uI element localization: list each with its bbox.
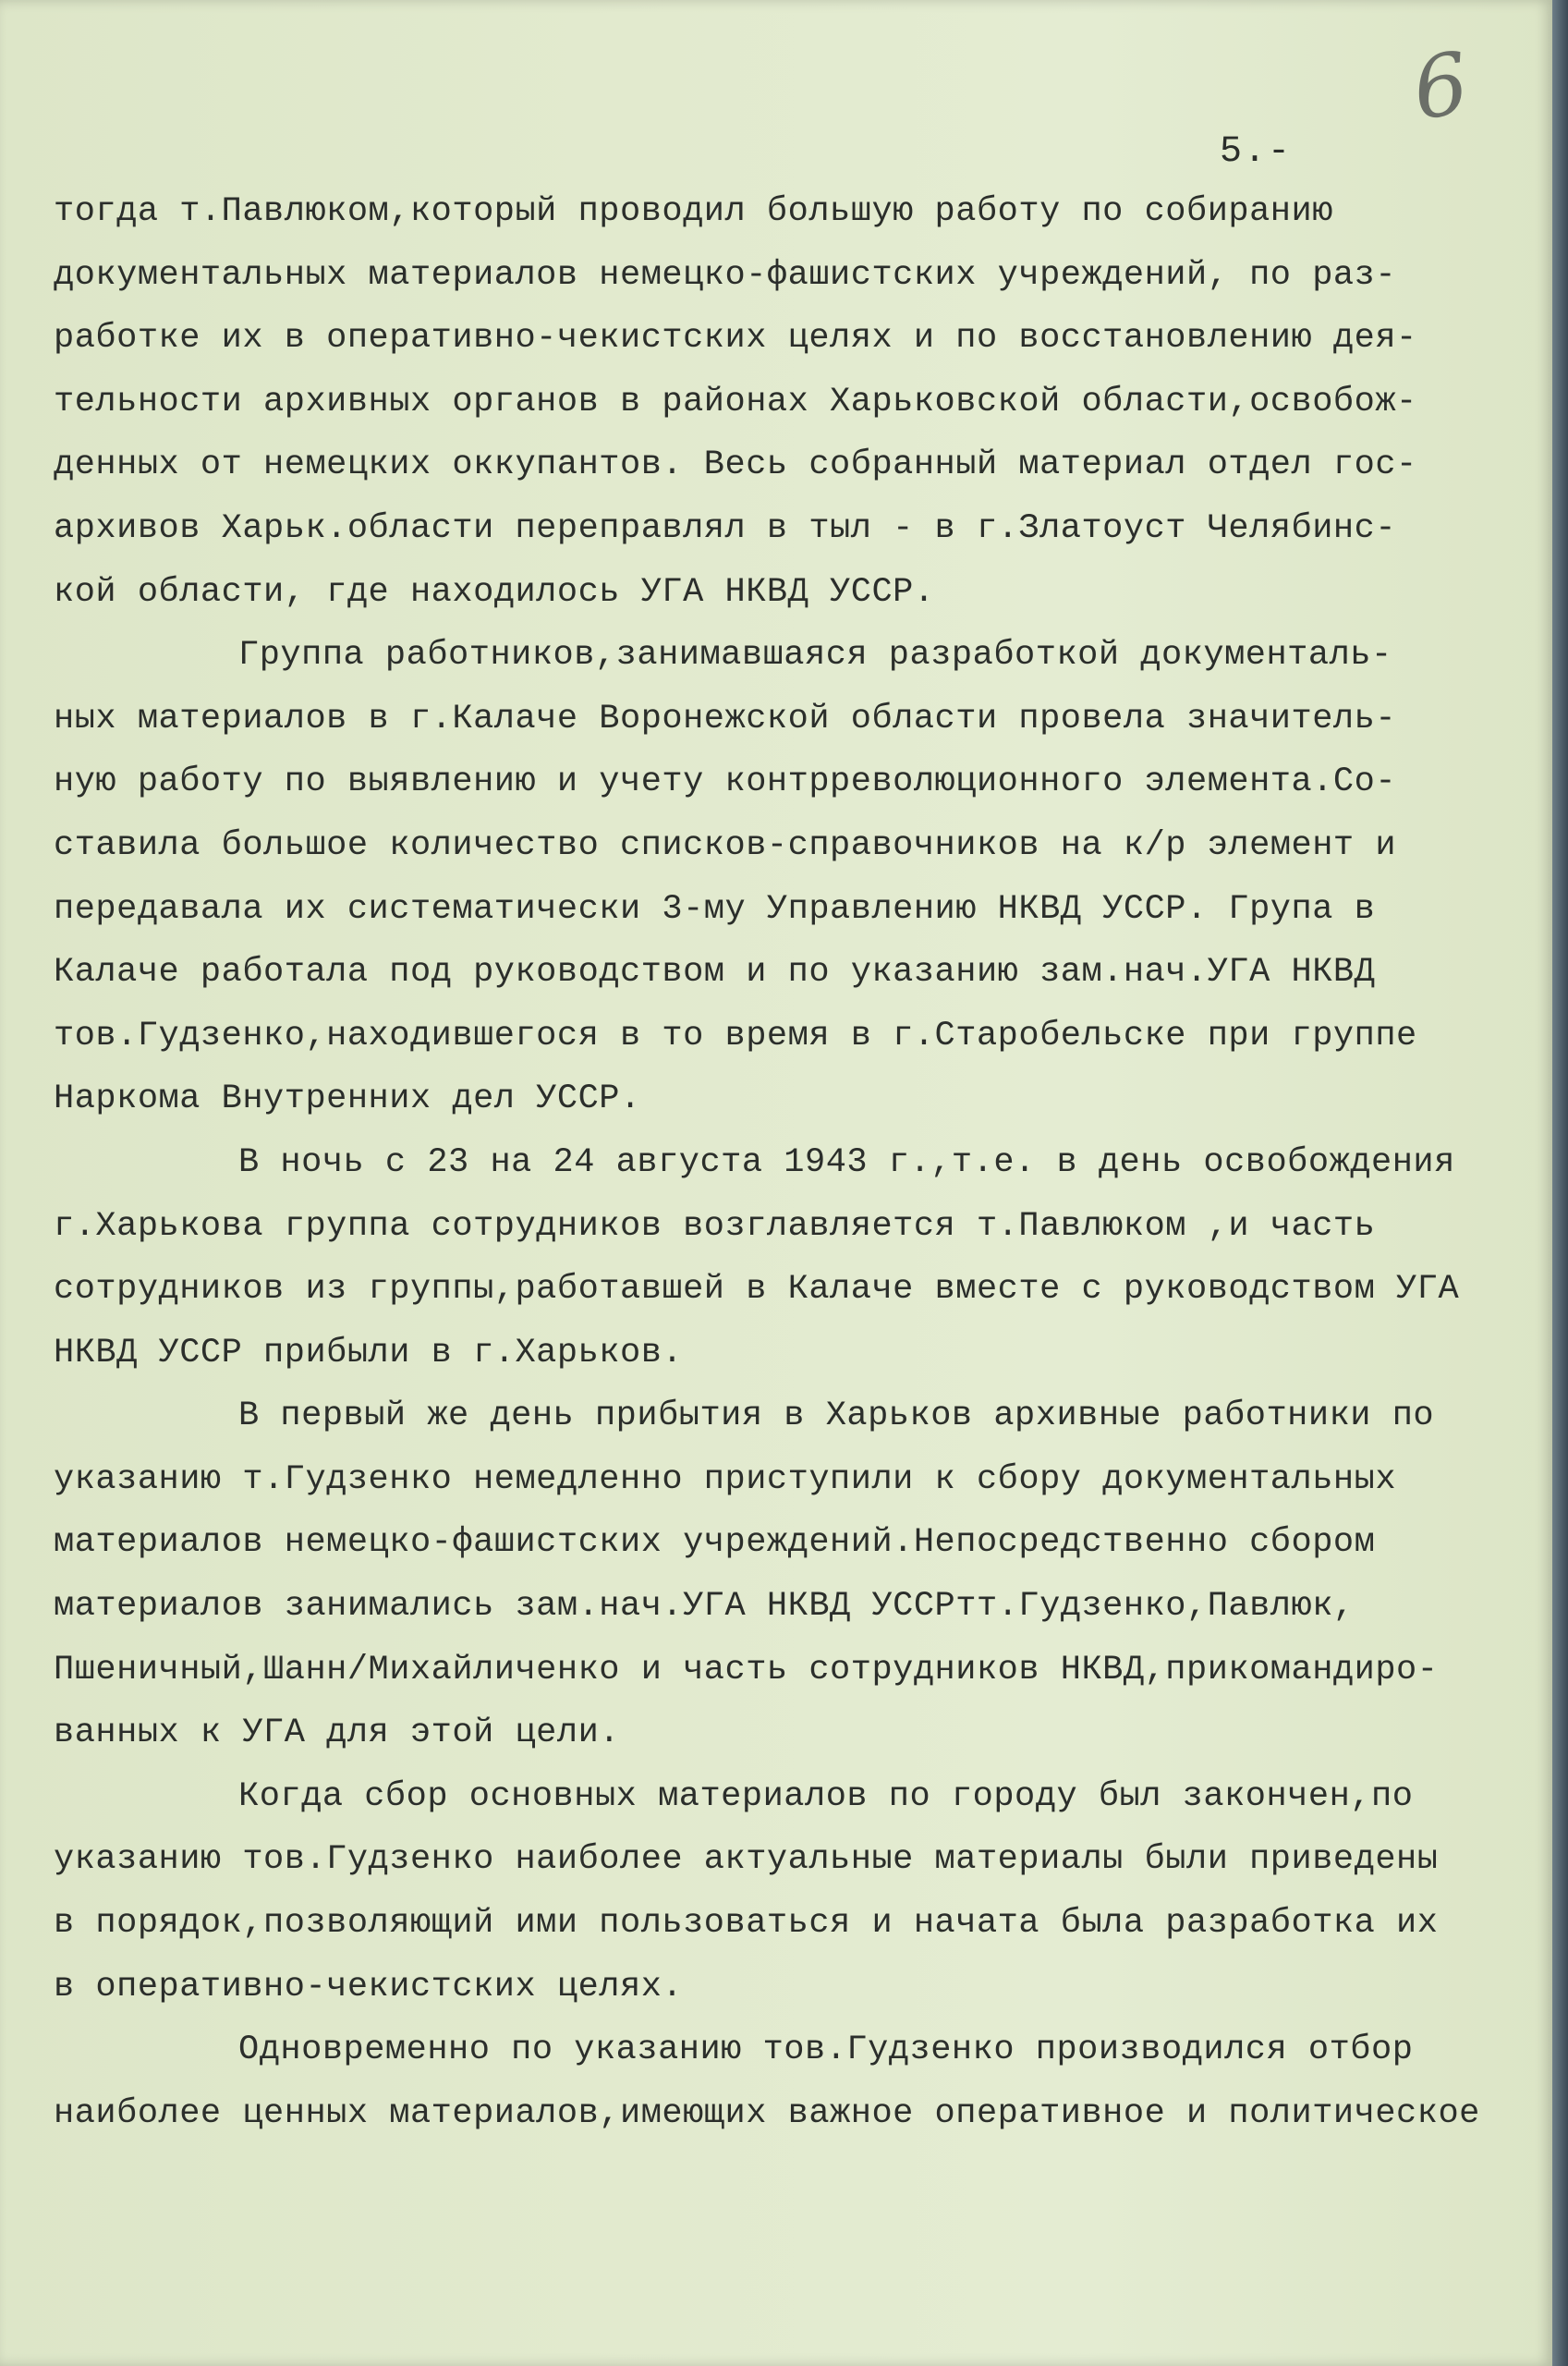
text-line: в оперативно-чекистских целях. — [54, 1967, 684, 2006]
text-line: указанию т.Гудзенко немедленно приступили к сбору документальных — [54, 1459, 1397, 1499]
text-line: материалов занимались зам.нач.УГА НКВД УССРтт.Гудзенко,Павлюк, — [54, 1587, 1355, 1627]
text-line: Наркома Внутренних дел УССР. — [54, 1079, 641, 1119]
page-edge-background — [1552, 0, 1568, 2366]
text-line: В ночь с 23 на 24 августа 1943 г.,т.е. в день освобождения — [238, 1142, 1455, 1182]
text-line: документальных материалов немецко-фашистских учреждений, по раз- — [54, 255, 1397, 295]
text-line: ванных к УГА для этой цели. — [54, 1714, 620, 1753]
text-line: ставила большое количество списков-справочников на к/р элемент и — [54, 825, 1397, 865]
text-line: Одновременно по указанию тов.Гудзенко производился отбор — [238, 2031, 1414, 2070]
text-line: В первый же день прибытия в Харьков архивные работники по — [238, 1396, 1435, 1436]
page-number: 5.- — [1220, 131, 1293, 173]
text-line: тов.Гудзенко,находившегося в то время в г.Старобельске при группе — [54, 1016, 1417, 1055]
text-line: кой области, где находилось УГА НКВД УССР. — [54, 572, 935, 612]
text-line: в порядок,позволяющий ими пользоваться и начата была разработка их — [54, 1904, 1439, 1944]
text-line: тельности архивных органов в районах Харьковской области,освобож- — [54, 382, 1417, 421]
text-line: сотрудников из группы,работавшей в Калаче вместе с руководством УГА — [54, 1270, 1460, 1310]
text-line: ных материалов в г.Калаче Воронежской области провела значитель- — [54, 699, 1397, 738]
text-line: Пшеничный,Шанн/Михайличенко и часть сотрудников НКВД,прикомандиро- — [54, 1650, 1439, 1689]
text-line: г.Харькова группа сотрудников возглавляется т.Павлюком ,и часть — [54, 1206, 1376, 1246]
text-line: архивов Харьк.области переправлял в тыл - в г.Златоуст Челябинс- — [54, 508, 1397, 548]
text-line: тогда т.Павлюком,который проводил большую работу по собиранию — [54, 192, 1333, 231]
text-line: Группа работников,занимавшаяся разработкой документаль- — [238, 636, 1392, 676]
text-line: Когда сбор основных материалов по городу был закончен,по — [238, 1776, 1414, 1816]
text-line: Калаче работала под руководством и по указанию зам.нач.УГА НКВД — [54, 953, 1376, 993]
text-line: материалов немецко-фашистских учреждений.Непосредственно сбором — [54, 1523, 1376, 1563]
text-line: денных от немецких оккупантов. Весь собранный материал отдел гос- — [54, 445, 1417, 485]
text-line: указанию тов.Гудзенко наиболее актуальные материалы были приведены — [54, 1840, 1439, 1880]
text-line: НКВД УССР прибыли в г.Харьков. — [54, 1333, 684, 1372]
handwritten-folio-number: 6 — [1406, 33, 1475, 140]
text-line: ную работу по выявлению и учету контрреволюционного элемента.Со- — [54, 762, 1397, 802]
text-line: передавала их систематически 3-му Управлению НКВД УССР. Група в — [54, 889, 1376, 929]
text-line: наиболее ценных материалов,имеющих важное оперативное и политическое — [54, 2093, 1480, 2133]
text-line: работке их в оперативно-чекистских целях и по восстановлению дея- — [54, 319, 1417, 359]
typed-body-text — [54, 180, 1513, 2145]
